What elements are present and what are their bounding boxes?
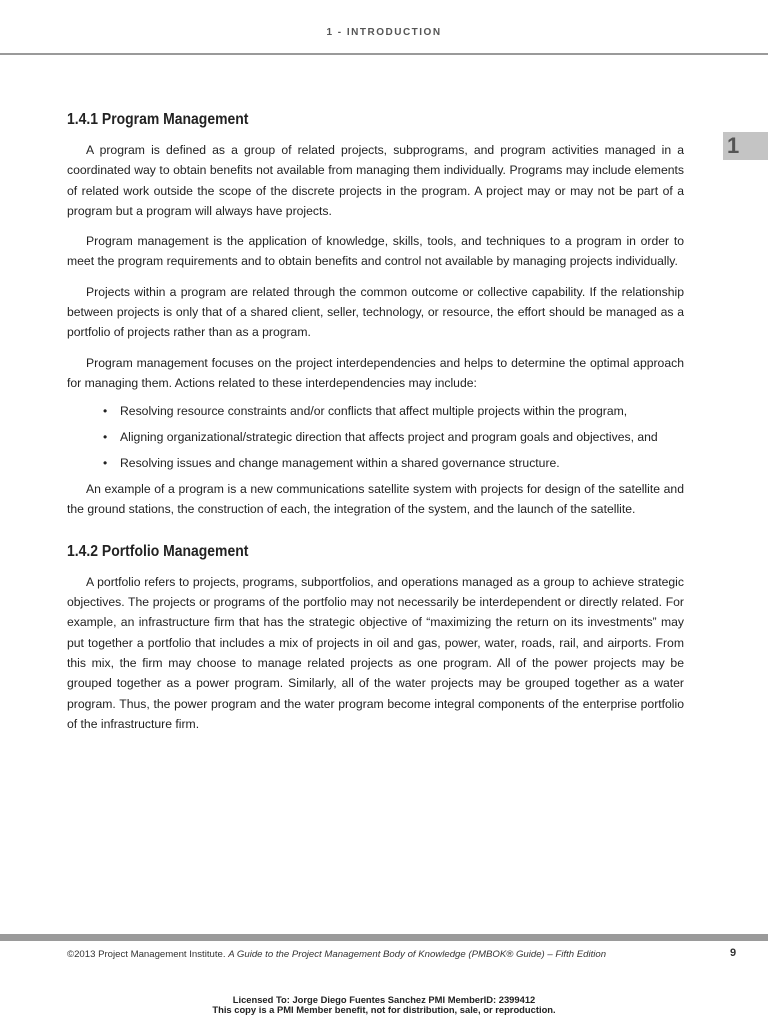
- paragraph: An example of a program is a new communications satellite system with projects for design of the satellite and the ground stations, the construction of each, the integration of the system, and the launch of the satellite.: [67, 482, 684, 517]
- license-line: This copy is a PMI Member benefit, not for distribution, sale, or reproduction.: [212, 1004, 556, 1015]
- bullet-icon: •: [103, 430, 108, 445]
- footer-book-title: A Guide to the Project Management Body of Knowledge (PMBOK® Guide) – Fifth Edition: [228, 949, 607, 960]
- page-content: [67, 110, 684, 744]
- section-heading-program-management: 1.4.1 Program Management: [67, 111, 249, 128]
- footer-citation: [67, 949, 606, 960]
- paragraph: A portfolio refers to projects, programs, subportfolios, and operations managed as a group to achieve strategic objectives. The projects or programs of the portfolio may not necessarily be interdependent or directly related. For example, an infrastructure firm that has the strategic objective of “maximizing the return on its investments” may put together a portfolio that includes a mix of projects in oil and gas, power, water, roads, rail, and airports. From this mix, the firm may choose to manage related projects as one program. All of the power projects may be grouped together as a power program. Similarly, all of the water projects may be grouped together as a water program. Thus, the power program and the water program become integral components of the enterprise portfolio of the infrastructure firm.: [67, 574, 684, 731]
- list-item: [67, 401, 684, 421]
- bullet-list: [67, 401, 684, 473]
- list-item-text: Resolving issues and change management within a shared governance structure.: [120, 455, 560, 470]
- paragraph: Program management focuses on the project interdependencies and helps to determine the optimal approach for managing them. Actions related to these interdependencies may include:: [67, 355, 684, 390]
- license-line: Licensed To: Jorge Diego Fuentes Sanchez PMI MemberID: 2399412: [232, 994, 536, 1005]
- running-header: [0, 0, 768, 55]
- section-heading-portfolio-management: 1.4.2 Portfolio Management: [67, 542, 249, 560]
- list-item-text: Resolving resource constraints and/or conflicts that affect multiple projects within the program,: [120, 404, 628, 419]
- page-number: 9: [730, 947, 737, 959]
- footer-divider: [0, 934, 768, 941]
- paragraph: A program is defined as a group of related projects, subprograms, and program activities managed in a coordinated way to obtain benefits not available from managing them individually. Programs may include elements of related work outside the scope of the discrete projects in the program. A project may or may not be part of a program but a program will always have projects.: [67, 143, 684, 218]
- paragraph: Program management is the application of knowledge, skills, tools, and techniques to a program in order to meet the program requirements and to obtain benefits and control not available by managing projects individually.: [67, 234, 684, 269]
- bullet-icon: •: [103, 404, 108, 419]
- chapter-tab: 1: [723, 132, 768, 160]
- header-title: 1 - INTRODUCTION: [326, 27, 442, 38]
- footer-copyright: ©2013 Project Management Institute.: [67, 949, 229, 960]
- paragraph: Projects within a program are related through the common outcome or collective capability. If the relationship between projects is only that of a shared client, seller, technology, or resource, the effort should be managed as a portfolio of projects rather than as a program.: [67, 284, 684, 340]
- bullet-icon: •: [103, 455, 108, 470]
- list-item: [67, 453, 684, 473]
- license-notice: [0, 995, 768, 1015]
- list-item: [67, 427, 684, 447]
- list-item-text: Aligning organizational/strategic direction that affects project and program goals and objectives, and: [120, 430, 658, 445]
